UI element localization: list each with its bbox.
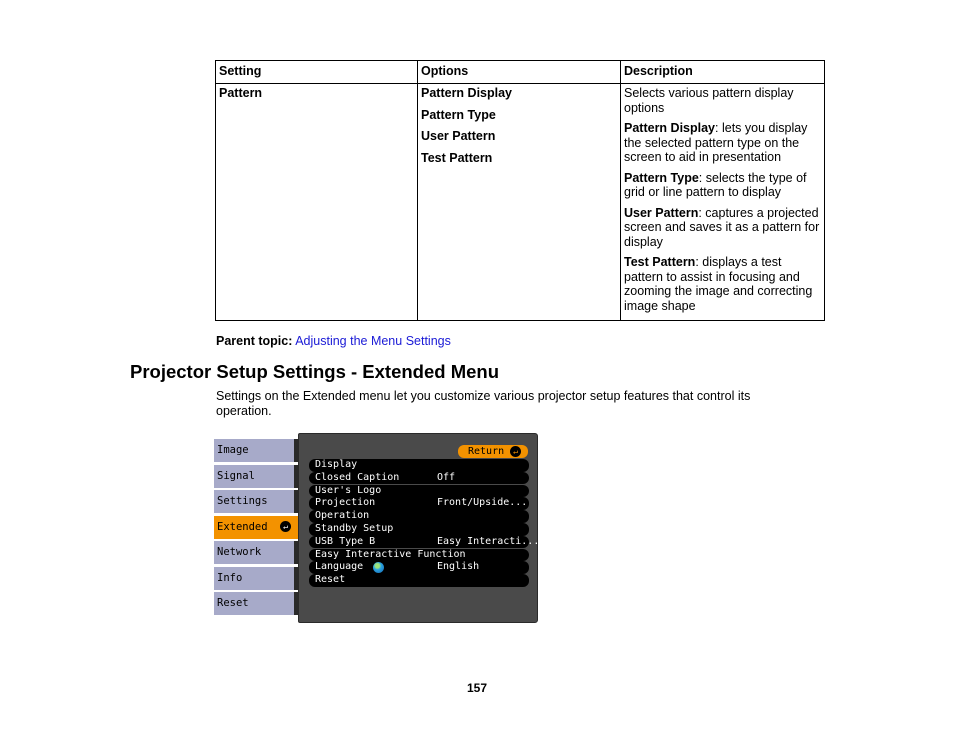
parent-topic <box>216 334 451 348</box>
option-item: User Pattern <box>421 129 496 143</box>
setting-cell: Pattern <box>216 84 418 321</box>
description-cell <box>621 84 825 321</box>
option-item: Test Pattern <box>421 150 493 165</box>
tab-image[interactable]: Image <box>214 439 298 462</box>
menu-item-operation[interactable]: Operation <box>309 510 529 523</box>
enter-icon: ↵ <box>280 521 291 532</box>
menu-panel <box>298 433 538 623</box>
globe-icon <box>373 562 384 573</box>
description-text: : captures a projected screen and saves it as a pattern for display <box>624 205 820 249</box>
column-header-options: Options <box>418 61 621 84</box>
options-cell <box>418 84 621 321</box>
option-item: Pattern Display <box>421 86 513 100</box>
menu-item-easy-interactive-function[interactable]: Easy Interactive Function <box>309 549 529 562</box>
tab-settings[interactable]: Settings <box>214 490 298 513</box>
page-number: 157 <box>466 681 488 695</box>
description-text: : lets you display the selected pattern type on the screen to aid in presentation <box>624 121 808 164</box>
description-item <box>624 121 821 165</box>
section-intro: Settings on the Extended menu let you customize various projector setup features that control its operation. <box>216 389 751 418</box>
enter-icon: ↵ <box>510 446 521 457</box>
parent-topic-link[interactable]: Adjusting the Menu Settings <box>295 334 451 348</box>
description-term: Test Pattern <box>624 255 696 269</box>
option-item: Pattern Type <box>421 107 496 122</box>
description-term: User Pattern <box>624 205 699 220</box>
section-heading: Projector Setup Settings - Extended Menu <box>130 361 500 382</box>
projector-menu-screenshot <box>214 433 538 623</box>
menu-item-closed-caption[interactable]: Closed Caption Off <box>309 472 529 485</box>
table-header-row <box>216 61 825 84</box>
tab-info[interactable]: Info <box>214 567 298 590</box>
tab-network[interactable]: Network <box>214 541 298 564</box>
menu-item-language[interactable]: Language English <box>309 561 529 574</box>
tab-signal[interactable]: Signal <box>214 465 298 488</box>
menu-item-standby-setup[interactable]: Standby Setup <box>309 523 529 536</box>
column-header-setting: Setting <box>216 61 418 84</box>
description-item <box>624 206 821 250</box>
tab-reset[interactable]: Reset <box>214 592 298 615</box>
description-intro: Selects various pattern display options <box>624 86 794 115</box>
parent-topic-label: Parent topic: <box>216 334 293 348</box>
description-term: Pattern Type <box>624 170 699 185</box>
description-text: : selects the type of grid or line pattern to display <box>624 170 807 199</box>
table-row <box>216 84 825 321</box>
tab-extended[interactable]: Extended ↵ <box>214 516 298 539</box>
menu-item-usb-type-b[interactable]: USB Type B Easy Interacti... <box>309 536 529 549</box>
menu-item-reset[interactable]: Reset <box>309 574 529 587</box>
column-header-description: Description <box>621 61 825 84</box>
menu-item-users-logo[interactable]: User's Logo <box>309 485 529 498</box>
return-button[interactable]: Return ↵ <box>458 445 528 458</box>
description-item <box>624 255 821 313</box>
menu-item-display[interactable]: Display <box>309 459 529 472</box>
description-term: Pattern Display <box>624 121 716 135</box>
description-text: : displays a test pattern to assist in focusing and zooming the image and correcting image shape <box>624 255 813 313</box>
menu-item-projection[interactable]: Projection Front/Upside... <box>309 497 529 510</box>
description-item <box>624 171 821 200</box>
settings-table <box>215 60 825 321</box>
